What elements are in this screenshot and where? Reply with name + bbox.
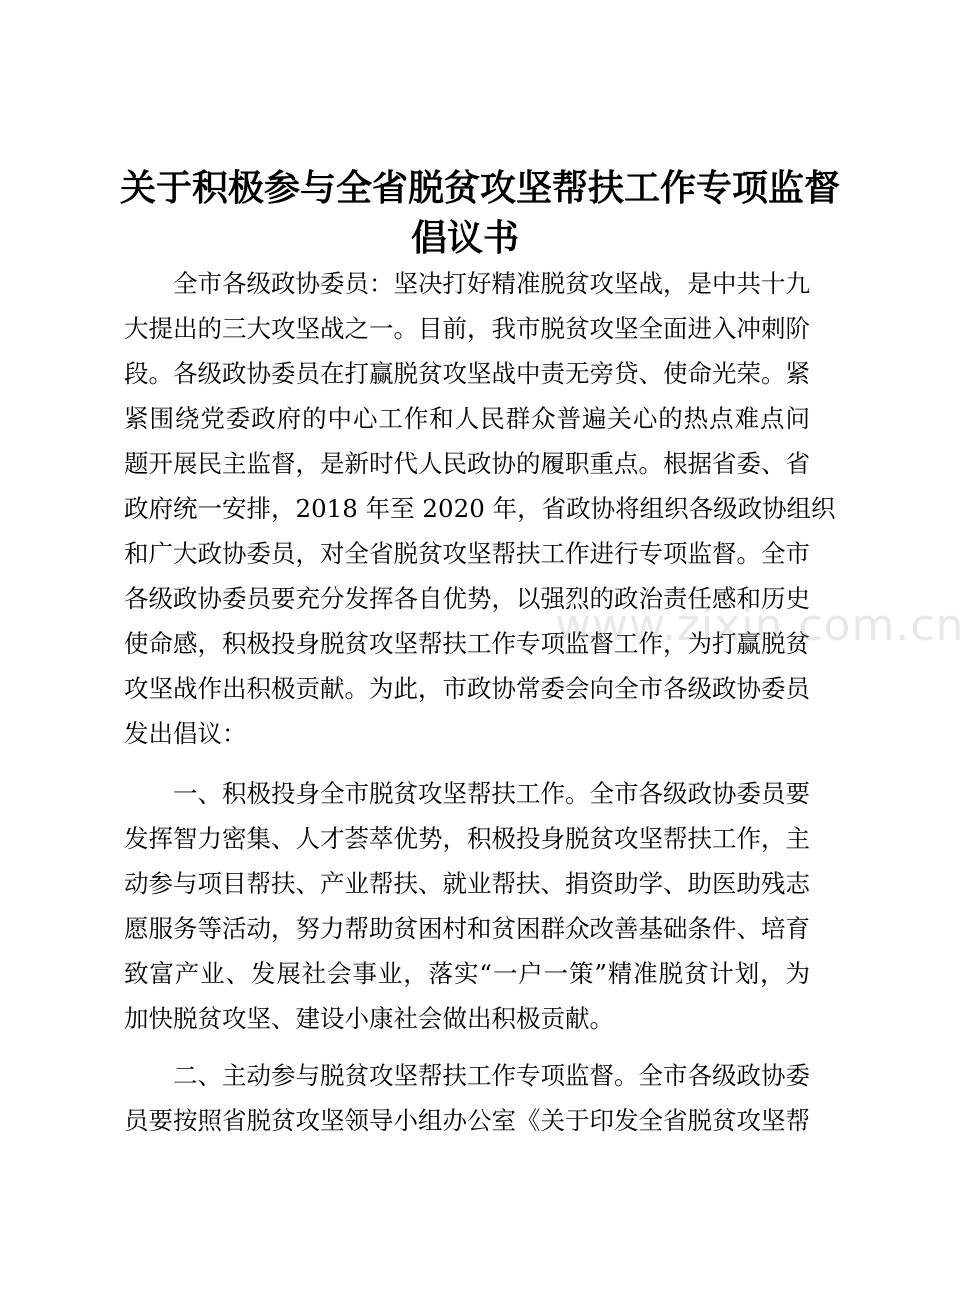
text-line: 一、积极投身全市脱贫攻坚帮扶工作。全市各级政协委员要 [173,779,810,808]
text-line: 紧围绕党委政府的中心工作和人民群众普遍关心的热点难点问 [124,404,810,433]
text-line: 员要按照省脱贫攻坚领导小组办公室《关于印发全省脱贫攻坚帮 [124,1106,810,1135]
text-line: 大提出的三大攻坚战之一。目前，我市脱贫攻坚全面进入冲刺阶 [124,314,810,343]
text-line: 愿服务等活动，努力帮助贫困村和贫困群众改善基础条件、培育 [124,914,810,943]
text-line: 动参与项目帮扶、产业帮扶、就业帮扶、捐资助学、助医助残志 [124,869,810,898]
text-line: 政府统一安排，2018 年至 2020 年，省政协将组织各级政协组织 [124,494,836,523]
text-line: 使命感，积极投身脱贫攻坚帮扶工作专项监督工作，为打赢脱贫 [124,629,810,658]
text-line: 全市各级政协委员：坚决打好精准脱贫攻坚战，是中共十九 [173,269,810,298]
text-line: 攻坚战作出积极贡献。为此，市政协常委会向全市各级政协委员 [124,674,810,703]
text-line: 二、主动参与脱贫攻坚帮扶工作专项监督。全市各级政协委 [173,1061,810,1090]
text-line: 和广大政协委员，对全省脱贫攻坚帮扶工作进行专项监督。全市 [124,539,810,568]
text-line: 发挥智力密集、人才荟萃优势，积极投身脱贫攻坚帮扶工作，主 [124,824,810,853]
text-line: 发出倡议： [124,719,247,748]
text-line: 段。各级政协委员在打赢脱贫攻坚战中责无旁贷、使命光荣。紧 [124,359,810,388]
text-line: 题开展民主监督，是新时代人民政协的履职重点。根据省委、省 [124,449,810,478]
text-line: 致富产业、发展社会事业，落实“一户一策”精准脱贫计划，为 [124,959,810,988]
document-title-line-2: 倡议书 [410,217,519,259]
watermark: www.zixin.com.cn [555,600,964,651]
text-line: 加快脱贫攻坚、建设小康社会做出积极贡献。 [124,1004,614,1033]
document-title-line-1: 关于积极参与全省脱贫攻坚帮扶工作专项监督 [120,167,841,209]
text-line: 各级政协委员要充分发挥各自优势，以强烈的政治责任感和历史 [124,584,810,613]
